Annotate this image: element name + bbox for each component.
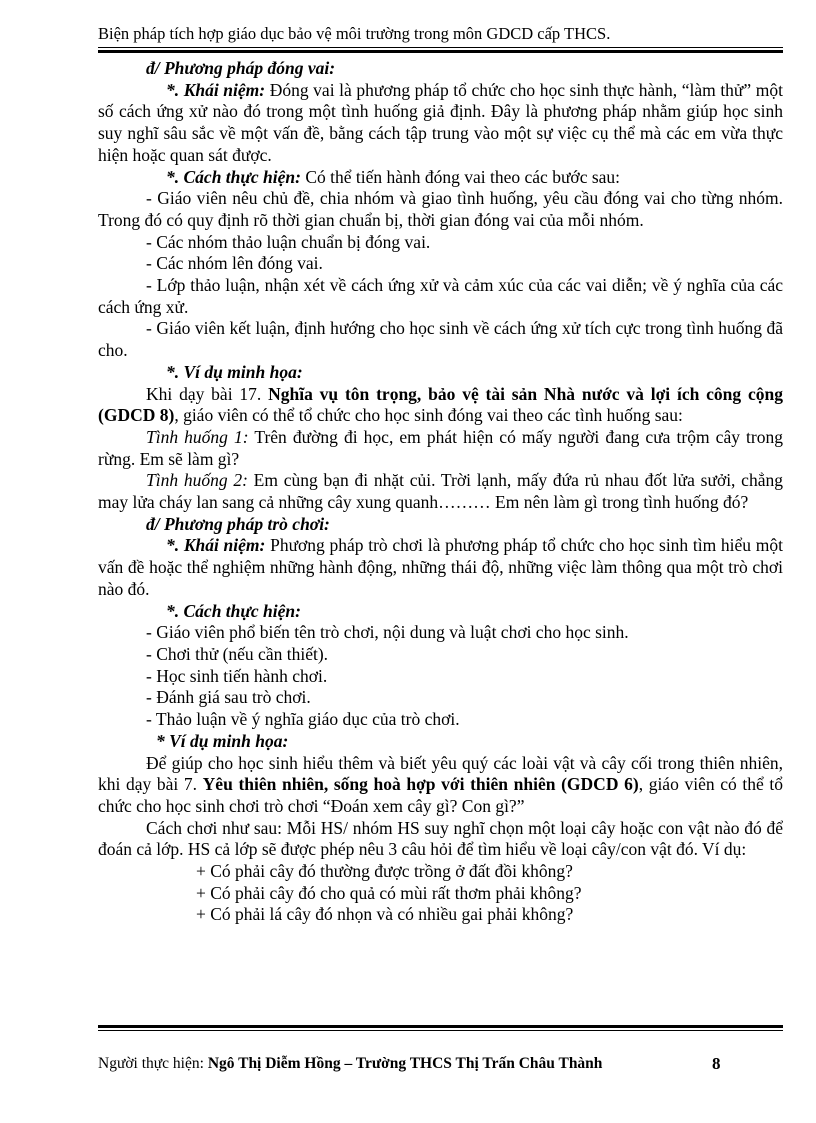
page-number: 8 (712, 1054, 721, 1073)
paragraph-example-roleplay: Khi dạy bài 17. Nghĩa vụ tôn trọng, bảo vệ tài sản Nhà nước và lợi ích công cộng (GDCD 8), giáo viên có thể tổ chức cho học sinh đóng vai theo các tình huống sau: (98, 383, 783, 426)
footer-rule-thick (98, 1025, 783, 1028)
header-rule-thick (98, 50, 783, 53)
footer-author: Ngô Thị Diễm Hồng – Trường THCS Thị Trấn Châu Thành (207, 1055, 603, 1072)
page-footer (98, 1052, 783, 1076)
paragraph-situation-1: Tình huống 1: Trên đường đi học, em phát hiện có mấy người đang cưa trộm cây trong rừng. Em sẽ làm gì? (98, 426, 783, 469)
header-rule-thin (98, 47, 783, 48)
list-item: - Các nhóm lên đóng vai. (146, 253, 323, 274)
paragraph-game-rules: Cách chơi như sau: Mỗi HS/ nhóm HS suy nghĩ chọn một loại cây hoặc con vật nào đó để đoán cả lớp. HS cả lớp sẽ được phép nêu 3 câu hỏi để tìm hiểu về loại cây/con vật đó. Ví dụ: (98, 817, 783, 860)
list-item: - Chơi thử (nếu cần thiết). (146, 643, 329, 664)
list-item: + Có phải cây đó thường được trồng ở đất đồi không? (196, 861, 573, 882)
footer-rule-thin (98, 1030, 783, 1031)
paragraph-example-game: Để giúp cho học sinh hiểu thêm và biết yêu quý các loài vật và cây cối trong thiên nhiên, khi dạy bài 7. Yêu thiên nhiên, sống hoà hợp với thiên nhiên (GDCD 6), giáo viên có thể tổ chức cho học sinh chơi trò chơi “Đoán xem cây gì? Con gì?” (98, 752, 783, 816)
list-item: + Có phải lá cây đó nhọn và có nhiều gai phải không? (196, 904, 574, 925)
page-header: Biện pháp tích hợp giáo dục bảo vệ môi trường trong môn GDCD cấp THCS. (98, 24, 611, 43)
section-heading-roleplay: đ/ Phương pháp đóng vai: (146, 58, 336, 78)
list-item: - Giáo viên phổ biến tên trò chơi, nội dung và luật chơi cho học sinh. (146, 622, 629, 643)
list-item: - Lớp thảo luận, nhận xét về cách ứng xử và cảm xúc của các vai diễn; về ý nghĩa của các cách ứng xử. (98, 275, 783, 317)
document-body (98, 58, 783, 926)
section-heading-game: đ/ Phương pháp trò chơi: (146, 513, 330, 534)
paragraph-concept-game: *. Khái niệm: Phương pháp trò chơi là phương pháp tổ chức cho học sinh tìm hiểu một vấn đề hoặc thể nghiệm những hành động, những thái độ, những việc làm thông qua một trò chơi nào đó. (98, 535, 783, 599)
paragraph-situation-2: Tình huống 2: Em cùng bạn đi nhặt củi. Trời lạnh, mấy đứa rủ nhau đốt lửa sưởi, chẳng may lửa cháy lan sang cả những cây xung quanh……… Em nên làm gì trong tình huống đó? (98, 470, 783, 513)
list-item: - Giáo viên nêu chủ đề, chia nhóm và giao tình huống, yêu cầu đóng vai cho từng nhóm. Trong đó có quy định rõ thời gian chuẩn bị, thời gian đóng vai của mỗi nhóm. (98, 188, 783, 230)
list-item: - Đánh giá sau trò chơi. (146, 687, 311, 708)
list-item: - Thảo luận về ý nghĩa giáo dục của trò chơi. (146, 709, 460, 730)
example-label-roleplay: *. Ví dụ minh họa: (166, 361, 303, 382)
list-item: - Giáo viên kết luận, định hướng cho học sinh về cách ứng xử tích cực trong tình huống đã cho. (98, 318, 783, 361)
list-item: - Các nhóm thảo luận chuẩn bị đóng vai. (146, 231, 431, 252)
paragraph-concept-roleplay: *. Khái niệm: Đóng vai là phương pháp tổ chức cho học sinh thực hành, “làm thử” một số cách ứng xử nào đó trong một tình huống giả định. Đây là phương pháp nhằm giúp học sinh suy nghĩ sâu sắc về một vấn đề, bằng cách tập trung vào một sự việc cụ thể mà các em vừa thực hiện hoặc quan sát được. (98, 79, 783, 165)
list-item: + Có phải cây đó cho quả có mùi rất thơm phải không? (196, 882, 582, 903)
method-label-game: *. Cách thực hiện: (166, 600, 301, 621)
footer-prefix: Người thực hiện: (98, 1055, 208, 1072)
paragraph-method-roleplay: *. Cách thực hiện: Có thể tiến hành đóng vai theo các bước sau: (166, 166, 621, 187)
example-label-game: * Ví dụ minh họa: (156, 730, 289, 751)
list-item: - Học sinh tiến hành chơi. (146, 665, 328, 686)
